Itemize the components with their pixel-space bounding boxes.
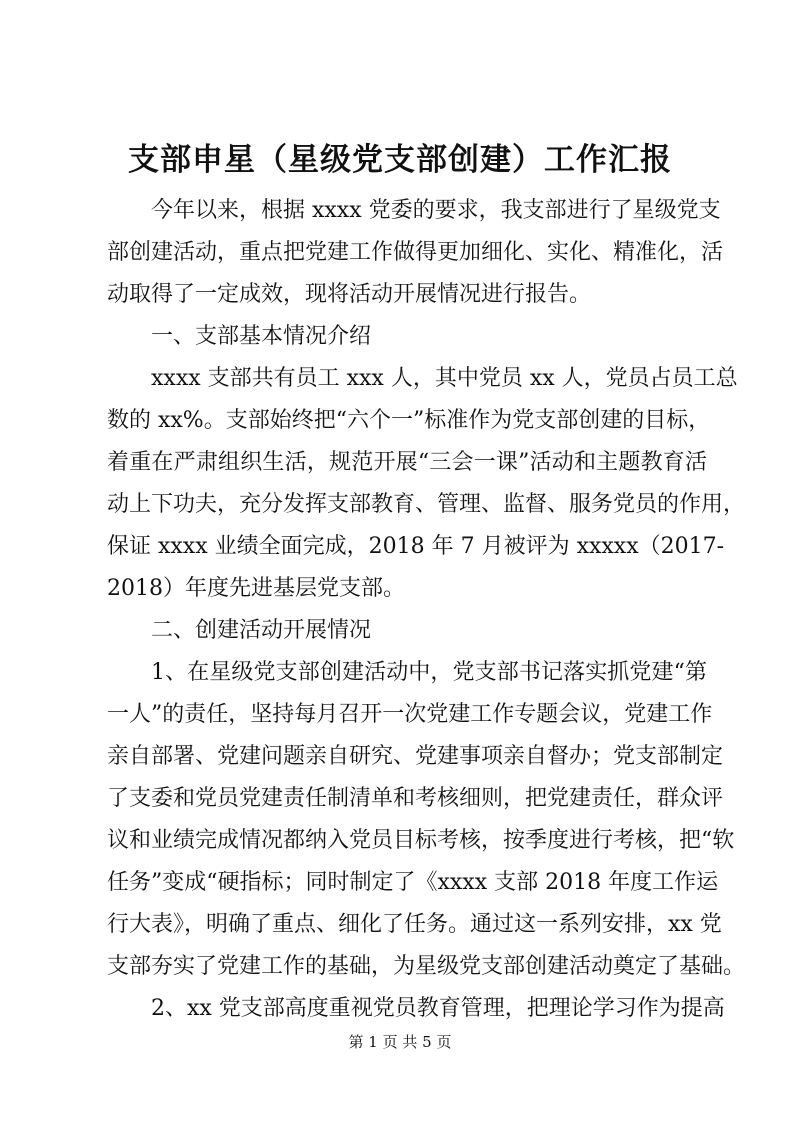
paragraph-line: 任务”变成“硬指标；同时制定了《xxxx 支部 2018 年度工作运: [107, 870, 719, 895]
paragraph-line: 一人”的责任，坚持每月召开一次党建工作专题会议，党建工作: [107, 702, 713, 727]
paragraph-line: 部创建活动，重点把党建工作做得更加细化、实化、精准化，活: [107, 240, 724, 265]
paragraph-line: 动上下功夫，充分发挥支部教育、管理、监督、服务党员的作用，: [107, 492, 746, 517]
page-number-footer: 第 1 页 共 5 页: [348, 1033, 452, 1051]
paragraph-line: 议和业绩完成情况都纳入党员目标考核，按季度进行考核，把“软: [107, 828, 735, 853]
paragraph-line: 2、xx 党支部高度重视党员教育管理，把理论学习作为提高: [151, 996, 725, 1021]
paragraph-line: 亲自部署、党建问题亲自研究、党建事项亲自督办；党支部制定: [107, 744, 724, 769]
paragraph-line: 着重在严肃组织生活，规范开展“三会一课”活动和主题教育活: [107, 450, 707, 475]
paragraph-line: 数的 xx%。支部始终把“六个一”标准作为党支部创建的目标，: [107, 408, 711, 433]
section-heading: 一、支部基本情况介绍: [151, 324, 372, 349]
paragraph-line: 2018）年度先进基层党支部。: [107, 576, 405, 601]
paragraph-line: 了支委和党员党建责任制清单和考核细则，把党建责任，群众评: [107, 786, 724, 811]
paragraph-line: 1、在星级党支部创建活动中，党支部书记落实抓党建“第: [151, 660, 707, 685]
section-heading: 二、创建活动开展情况: [151, 618, 372, 643]
paragraph-line: 支部夯实了党建工作的基础，为星级党支部创建活动奠定了基础。: [107, 954, 746, 979]
paragraph-line: 保证 xxxx 业绩全面完成，2018 年 7 月被评为 xxxxx（2017-: [107, 534, 725, 559]
paragraph-line: 动取得了一定成效，现将活动开展情况进行报告。: [107, 282, 592, 307]
paragraph-line: xxxx 支部共有员工 xxx 人，其中党员 xx 人，党员占员工总: [151, 366, 738, 391]
paragraph-line: 行大表》，明确了重点、细化了任务。通过这一系列安排，xx 党: [107, 912, 722, 937]
document-title: 支部申星（星级党支部创建）工作汇报: [128, 142, 672, 178]
paragraph-line: 今年以来，根据 xxxx 党委的要求，我支部进行了星级党支: [151, 198, 721, 223]
